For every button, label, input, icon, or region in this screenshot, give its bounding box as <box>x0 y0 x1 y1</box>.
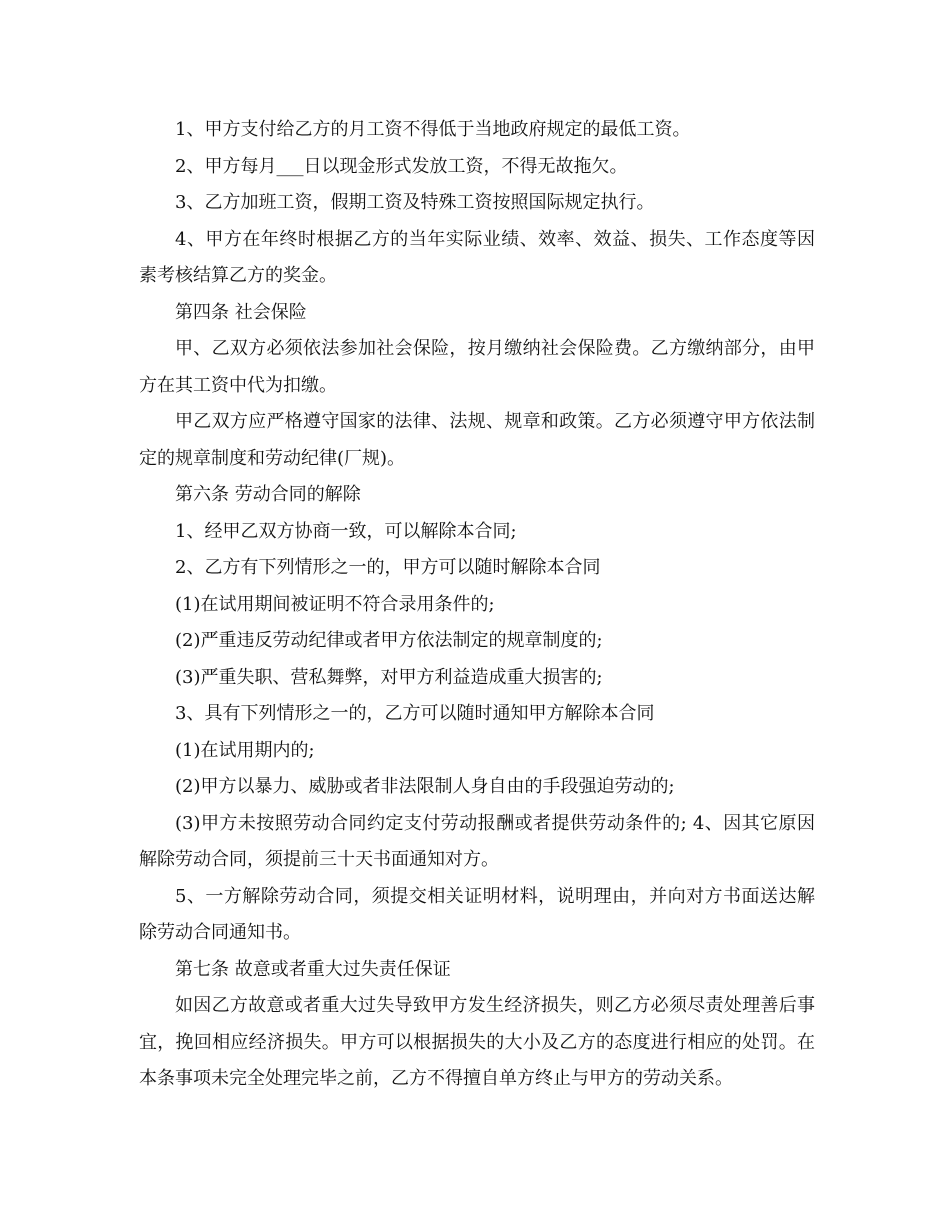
paragraph-overtime-pay: 3、乙方加班工资，假期工资及特殊工资按照国际规定执行。 <box>175 192 655 213</box>
paragraph-mutual-termination: 1、经甲乙双方协商一致，可以解除本合同; <box>175 520 517 542</box>
list-item-discipline-violation: (2)严重违反劳动纪律或者甲方依法制定的规章制度的; <box>175 630 603 651</box>
list-item-forced-labor: (2)甲方以暴力、威胁或者非法限制人身自由的手段强迫劳动的; <box>175 776 675 797</box>
paragraph-employer-termination: 2、乙方有下列情形之一的，甲方可以随时解除本合同 <box>175 557 601 578</box>
paragraph-year-end-bonus: 4、甲方在年终时根据乙方的当年实际业绩、效率、效益、损失、工作态度等因素考核结算乙方的奖金。 <box>139 228 815 286</box>
heading-article-7: 第七条 故意或者重大过失责任保证 <box>175 958 451 980</box>
list-item-unpaid-wages: (3)甲方未按照劳动合同约定支付劳动报酬或者提供劳动条件的; 4、因其它原因解除劳动合同，须提前三十天书面通知对方。 <box>139 812 815 870</box>
heading-article-4: 第四条 社会保险 <box>175 301 307 323</box>
paragraph-wage-payday: 2、甲方每月___日以现金形式发放工资，不得无故拖欠。 <box>175 155 628 177</box>
document-body <box>139 112 815 1098</box>
list-item-serious-misconduct: (3)严重失职、营私舞弊，对甲方利益造成重大损害的; <box>175 666 603 688</box>
list-item-probation-fail: (1)在试用期间被证明不符合录用条件的; <box>175 593 495 615</box>
paragraph-rules-compliance: 甲乙双方应严格遵守国家的法律、法规、规章和政策。乙方必须遵守甲方依法制定的规章制度和劳动纪律(厂规)。 <box>139 411 815 469</box>
paragraph-liability: 如因乙方故意或者重大过失导致甲方发生经济损失，则乙方必须尽责处理善后事宜，挽回相应经济损失。甲方可以根据损失的大小及乙方的态度进行相应的处罚。在本条事项未完全处理完毕之前，乙方不得擅自单方终止与甲方的劳动关系。 <box>139 995 815 1089</box>
paragraph-employee-termination: 3、具有下列情形之一的，乙方可以随时通知甲方解除本合同 <box>175 703 655 724</box>
list-item-probation-period: (1)在试用期内的; <box>175 739 315 761</box>
paragraph-social-insurance: 甲、乙双方必须依法参加社会保险，按月缴纳社会保险费。乙方缴纳部分，由甲方在其工资中代为扣缴。 <box>139 338 815 396</box>
paragraph-termination-notice: 5、一方解除劳动合同，须提交相关证明材料，说明理由，并向对方书面送达解除劳动合同通知书。 <box>139 885 815 943</box>
paragraph-wage-minimum: 1、甲方支付给乙方的月工资不得低于当地政府规定的最低工资。 <box>175 119 691 140</box>
heading-article-6: 第六条 劳动合同的解除 <box>175 484 361 505</box>
